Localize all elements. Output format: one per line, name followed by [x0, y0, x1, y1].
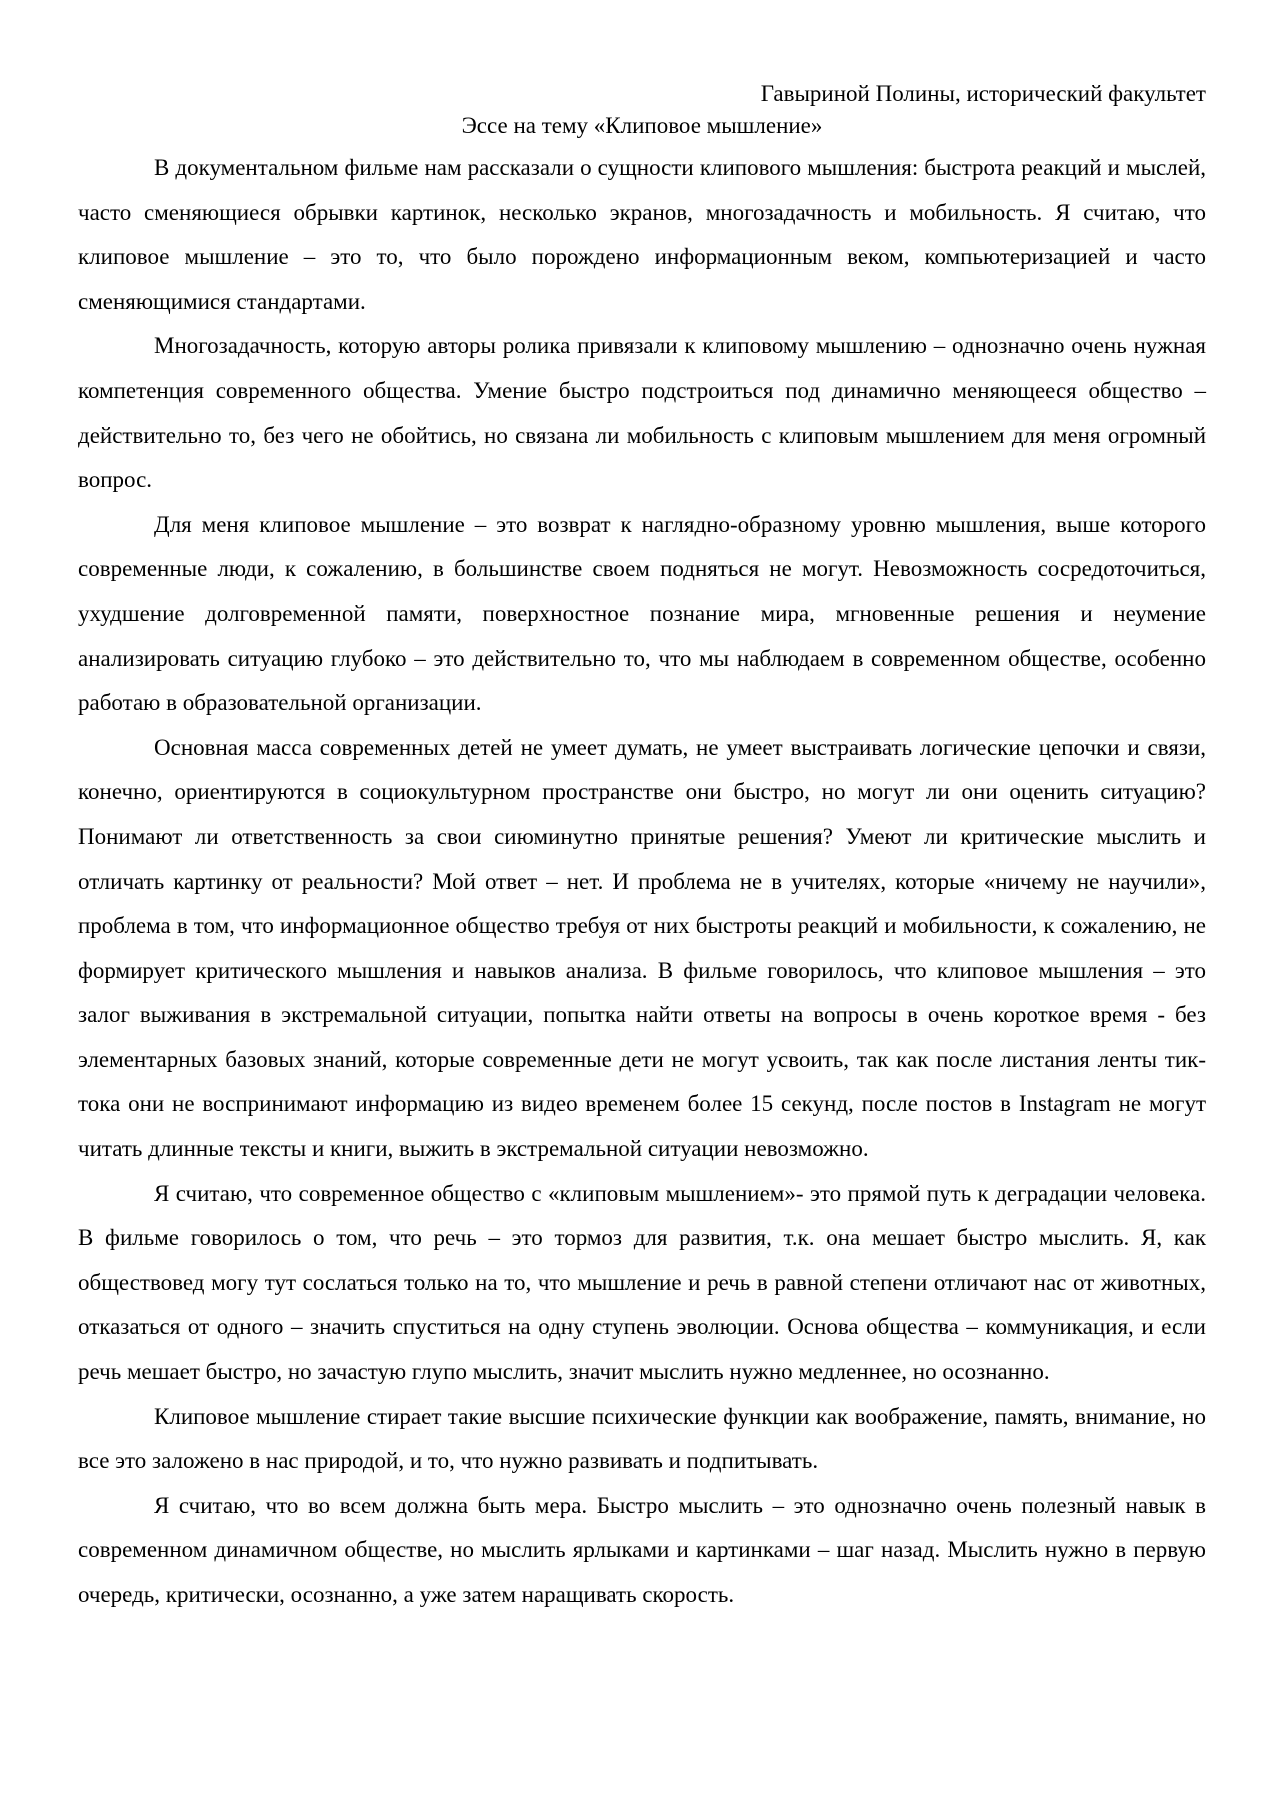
author-line: Гавыриной Полины, исторический факультет [760, 81, 1206, 106]
paragraph: Я считаю, что во всем должна быть мера. Быстро мыслить – это однозначно очень полезный навык в современном динамичном обществе, но мыслить ярлыками и картинками – шаг назад. Мыслить нужно в первую очередь, критически, осознанно, а уже затем наращивать скорость. [78, 1492, 1206, 1607]
paragraph: Я считаю, что современное общество с «клиповым мышлением»- это прямой путь к деградации человека. В фильме говорилось о том, что речь – это тормоз для развития, т.к. она мешает быстро мыслить. Я, как обществовед могу тут сослаться только на то, что мышление и речь в равной степени отличают нас от животных, отказаться от одного – значить спуститься на одну ступень эволюции. Основа общества – коммуникация, и если речь мешает быстро, но зачастую глупо мыслить, значит мыслить нужно медленнее, но осознанно. [78, 1180, 1206, 1385]
paragraph: Клиповое мышление стирает такие высшие психические функции как воображение, память, внимание, но все это заложено в нас природой, и то, что нужно развивать и подпитывать. [78, 1403, 1206, 1474]
essay-title: Эссе на тему «Клиповое мышление» [461, 113, 823, 138]
essay-body [78, 78, 1206, 1618]
paragraph: В документальном фильме нам рассказали о сущности клипового мышления: быстрота реакций и мыслей, часто сменяющиеся обрывки картинок, несколько экранов, многозадачность и мобильность. Я считаю, что клиповое мышление – это то, что было порождено информационным веком, компьютеризацией и часто сменяющимися стандартами. [78, 155, 1206, 314]
paragraph: Многозадачность, которую авторы ролика привязали к клиповому мышлению – однозначно очень нужная компетенция современного общества. Умение быстро подстроиться под динамично меняющееся общество – действительно то, без чего не обойтись, но связана ли мобильность с клиповым мышлением для меня огромный вопрос. [78, 333, 1206, 493]
paragraph: Для меня клиповое мышление – это возврат к наглядно-образному уровню мышления, выше которого современные люди, к сожалению, в большинстве своем подняться не могут. Невозможность сосредоточиться, ухудшение долговременной памяти, поверхностное познание мира, мгновенные решения и неумение анализировать ситуацию глубоко – это действительно то, что мы наблюдаем в современном обществе, особенно работаю в образовательной организации. [78, 511, 1206, 716]
paragraph: Основная масса современных детей не умеет думать, не умеет выстраивать логические цепочки и связи, конечно, ориентируются в социокультурном пространстве они быстро, но могут ли они оценить ситуацию? Понимают ли ответственность за свои сиюминутно принятые решения? Умеют ли критические мыслить и отличать картинку от реальности? Мой ответ – нет. И проблема не в учителях, которые «ничему не научили», проблема в том, что информационное общество требуя от них быстроты реакций и мобильности, к сожалению, не формирует критического мышления и навыков анализа. В фильме говорилось, что клиповое мышления – это залог выживания в экстремальной ситуации, попытка найти ответы на вопросы в очень короткое время - без элементарных базовых знаний, которые современные дети не могут усвоить, так как после листания ленты тик-тока они не воспринимают информацию из видео временем более 15 секунд, после постов в Instagram не могут читать длинные тексты и книги, выжить в экстремальной ситуации невозможно. [78, 734, 1206, 1162]
